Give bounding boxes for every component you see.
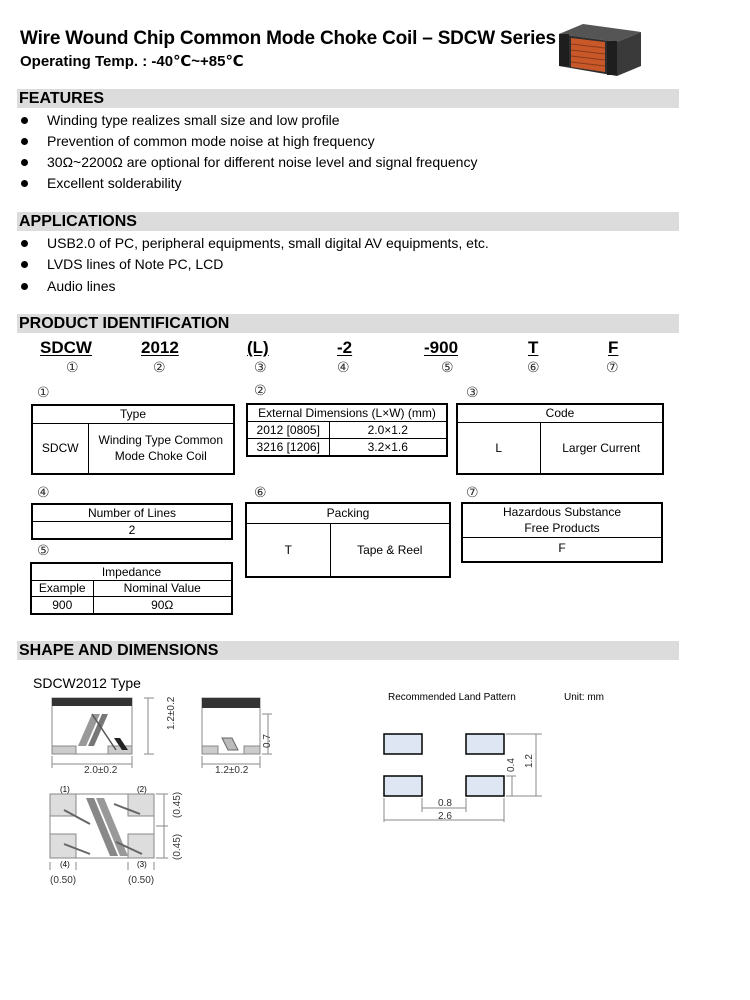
type-header: Type <box>32 405 234 423</box>
pin-label: (1) <box>60 785 70 794</box>
pin-label: (4) <box>60 860 70 869</box>
applications-heading: APPLICATIONS <box>19 213 137 230</box>
code-part-lines: -2 <box>337 338 353 357</box>
type-code: SDCW <box>32 423 88 474</box>
pin-label: (3) <box>137 860 147 869</box>
type-table <box>31 404 235 475</box>
features-section-bar <box>17 89 679 108</box>
top-view-height: 1.2±0.2 <box>166 696 177 730</box>
list-item: LVDS lines of Note PC, LCD <box>20 254 489 275</box>
list-item: 30Ω~2200Ω are optional for different noise level and signal frequency <box>20 152 477 173</box>
code-part-impedance: -900 <box>424 338 459 357</box>
packing-code: T <box>246 523 330 577</box>
packing-header: Packing <box>246 503 450 523</box>
table-cell: 3216 [1206] <box>247 438 329 456</box>
type-desc-line2: Mode Choke Coil <box>114 449 207 464</box>
top-view-length: 2.0±0.2 <box>84 765 118 776</box>
box3-number: ③ <box>466 384 479 400</box>
list-item: Prevention of common mode noise at high frequency <box>20 131 477 152</box>
list-item: Audio lines <box>20 276 489 297</box>
table-cell: 2.0×1.2 <box>329 422 447 439</box>
code-part-num: ⑤ <box>441 359 454 375</box>
bottom-dim-left: (0.50) <box>50 875 77 886</box>
product-id-section-bar <box>17 314 679 333</box>
box7-number: ⑦ <box>466 484 479 500</box>
code-header: Code <box>457 404 663 422</box>
box4-number: ④ <box>37 484 50 500</box>
code-part-num: ② <box>153 359 166 375</box>
code-part-type: SDCW <box>40 338 92 357</box>
lines-header: Number of Lines <box>32 504 232 522</box>
bottom-dim-right: (0.50) <box>128 875 155 886</box>
land-gap: 0.8 <box>438 798 452 809</box>
bottom-dim-right-top: (0.45) <box>172 791 183 818</box>
bottom-dim-right-bottom: (0.45) <box>172 833 183 860</box>
code-part-num: ① <box>66 359 79 375</box>
impedance-header: Impedance <box>31 563 232 580</box>
packing-desc: Tape & Reel <box>330 523 450 577</box>
box2-number: ② <box>254 382 267 398</box>
page-title: Wire Wound Chip Common Mode Choke Coil – SDCW Series <box>20 28 556 49</box>
rohs-header-line2: Free Products <box>524 521 600 536</box>
code-value: L <box>457 422 540 474</box>
code-part-current: (L) <box>247 338 269 357</box>
pin-label: (2) <box>137 785 147 794</box>
code-part-rohs: F <box>608 338 619 357</box>
product-id-heading: PRODUCT IDENTIFICATION <box>19 315 230 332</box>
operating-temp: Operating Temp. : -40℃~+85℃ <box>20 53 244 70</box>
dimensions-header: External Dimensions (L×W) (mm) <box>247 404 447 422</box>
land-pattern-drawing-icon <box>380 728 550 824</box>
dimensions-table <box>246 403 448 457</box>
type-desc <box>88 423 234 474</box>
box5-number: ⑤ <box>37 542 50 558</box>
side-view-height: 0.7 <box>262 734 273 748</box>
list-item: Winding type realizes small size and low profile <box>20 110 477 131</box>
packing-table <box>245 502 451 578</box>
features-heading: FEATURES <box>19 90 105 107</box>
impedance-table <box>30 562 233 615</box>
product-photo-icon <box>553 20 645 80</box>
rohs-header <box>462 503 662 537</box>
code-part-num: ⑥ <box>527 359 540 375</box>
code-part-num: ④ <box>337 359 350 375</box>
table-cell: Example <box>31 580 93 597</box>
table-cell: 3.2×1.6 <box>329 438 447 456</box>
rohs-table <box>461 502 663 563</box>
code-desc: Larger Current <box>540 422 663 474</box>
list-item: Excellent solderability <box>20 173 477 194</box>
features-list <box>20 110 477 194</box>
land-total: 2.6 <box>438 811 452 822</box>
rohs-value: F <box>462 537 662 562</box>
code-table <box>456 403 664 475</box>
shape-heading: SHAPE AND DIMENSIONS <box>19 642 219 659</box>
type-desc-line1: Winding Type Common <box>98 433 223 448</box>
list-item: USB2.0 of PC, peripheral equipments, small digital AV equipments, etc. <box>20 233 489 254</box>
lines-value: 2 <box>32 522 232 540</box>
table-cell: Nominal Value <box>93 580 232 597</box>
applications-list <box>20 233 489 297</box>
table-cell: 900 <box>31 597 93 614</box>
code-part-num: ⑦ <box>606 359 619 375</box>
rohs-header-line1: Hazardous Substance <box>502 505 622 520</box>
code-part-size: 2012 <box>141 338 179 357</box>
lines-table <box>31 503 233 540</box>
land-height: 1.2 <box>524 754 535 768</box>
unit-label: Unit: mm <box>564 692 604 703</box>
code-part-num: ③ <box>254 359 267 375</box>
table-cell: 2012 [0805] <box>247 422 329 439</box>
land-pattern-title: Recommended Land Pattern <box>388 692 516 703</box>
box6-number: ⑥ <box>254 484 267 500</box>
side-view-width: 1.2±0.2 <box>215 765 249 776</box>
applications-section-bar <box>17 212 679 231</box>
shape-section-bar <box>17 641 679 660</box>
land-pad-height: 0.4 <box>506 758 517 772</box>
table-cell: 90Ω <box>93 597 232 614</box>
type-label: SDCW2012 Type <box>33 675 141 691</box>
box1-number: ① <box>37 384 50 400</box>
code-part-packing: T <box>528 338 539 357</box>
